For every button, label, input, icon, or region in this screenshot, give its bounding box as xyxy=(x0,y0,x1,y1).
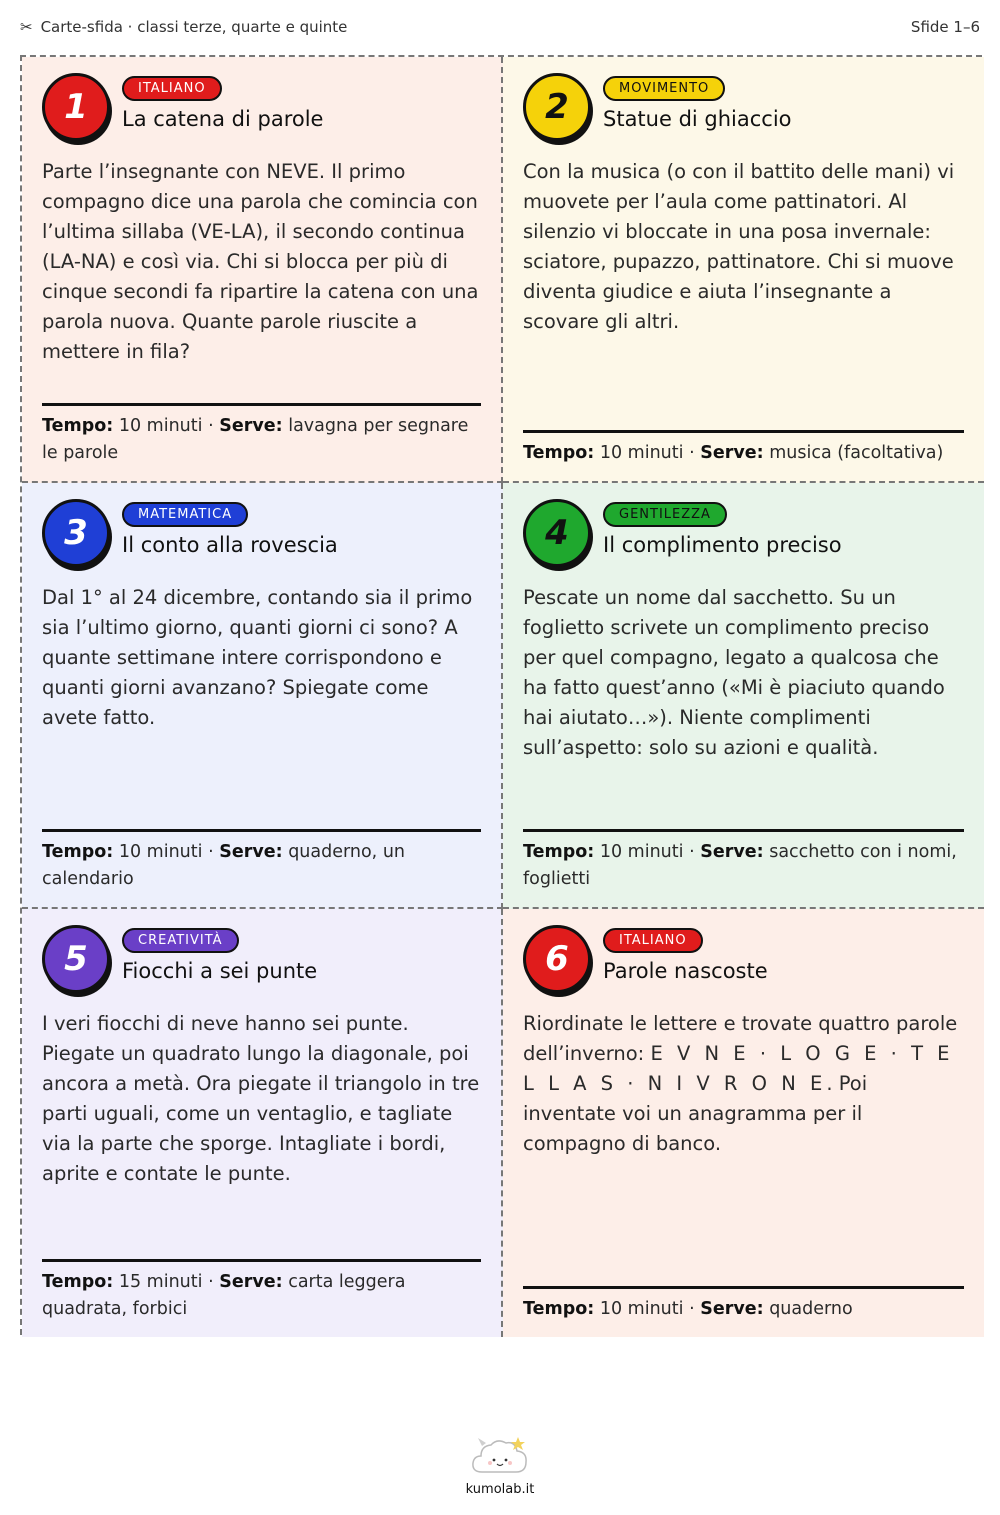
needs-label: Serve: xyxy=(219,842,283,862)
card-title: Statue di ghiaccio xyxy=(603,107,792,131)
needs-label: Serve: xyxy=(700,1299,764,1319)
needs-label: Serve: xyxy=(219,416,283,436)
time-label: Tempo: xyxy=(523,1299,595,1319)
header-left xyxy=(20,18,347,36)
card-header xyxy=(42,73,481,149)
time-label: Tempo: xyxy=(42,842,114,862)
card-number-badge: 4 xyxy=(523,499,591,567)
card-description: Dal 1° al 24 dicembre, contando sia il primo sia l’ultimo giorno, quanti giorni ci sono? A quante settimane intere corrispondono e quanti giorni avanzano? Spiegate come avete fatto. xyxy=(42,586,473,729)
separator: · xyxy=(208,842,214,862)
separator: · xyxy=(689,443,695,463)
separator: · xyxy=(689,842,695,862)
header-title: Carte-sfida · classi terze, quarte e quinte xyxy=(40,18,348,36)
time-value: 10 minuti xyxy=(599,842,684,862)
card-header xyxy=(523,73,964,149)
card-1 xyxy=(22,57,503,483)
time-label: Tempo: xyxy=(523,443,595,463)
card-footer xyxy=(523,430,964,467)
needs-value: quaderno xyxy=(769,1299,853,1319)
time-value: 10 minuti xyxy=(599,443,684,463)
card-footer xyxy=(42,829,481,893)
scissors-icon: ✂ xyxy=(20,18,33,36)
subject-tag: ITALIANO xyxy=(122,76,222,101)
subject-tag: CREATIVITÀ xyxy=(122,928,239,953)
card-6 xyxy=(503,909,984,1337)
card-footer xyxy=(523,1286,964,1323)
time-value: 10 minuti xyxy=(599,1299,684,1319)
card-4 xyxy=(503,483,984,909)
card-description: Pescate un nome dal sacchetto. Su un foglietto scrivete un complimento preciso per quel compagno, legato a qualcosa che ha fatto quest’anno («Mi è piaciuto quando hai aiutato…»). Niente complimenti sull’aspetto: solo su azioni e qualità. xyxy=(523,586,945,759)
card-footer xyxy=(42,1259,481,1323)
card-number-badge: 2 xyxy=(523,73,591,141)
card-description: Parte l’insegnante con NEVE. Il primo compagno dice una parola che comincia con l’ultima sillaba (VE-LA), il secondo continua (LA-NA) e così via. Chi si blocca per più di cinque secondi fa ripartire la catena con una parola nuova. Quante parole riuscite a mettere in fila? xyxy=(42,160,479,363)
needs-label: Serve: xyxy=(700,443,764,463)
card-header xyxy=(523,499,964,575)
footer-logo xyxy=(0,1432,1000,1497)
subject-tag: GENTILEZZA xyxy=(603,502,727,527)
cards-grid xyxy=(20,55,982,1335)
card-header xyxy=(42,925,481,1001)
card-description xyxy=(523,1009,964,1159)
card-number-badge: 3 xyxy=(42,499,110,567)
time-label: Tempo: xyxy=(523,842,595,862)
cloud-mascot-icon xyxy=(468,1432,532,1478)
anagram-letters: E V N E · L O G E · T E L L A S · N I V R O N E xyxy=(523,1042,954,1095)
needs-label: Serve: xyxy=(219,1272,283,1292)
description-outro: . Poi inventate voi un anagramma per il compagno di banco. xyxy=(523,1072,868,1155)
card-title: La catena di parole xyxy=(122,107,324,131)
card-header xyxy=(42,499,481,575)
card-number-badge: 5 xyxy=(42,925,110,993)
needs-value: sacchetto con i nomi, foglietti xyxy=(523,842,957,889)
separator: · xyxy=(208,416,214,436)
separator: · xyxy=(689,1299,695,1319)
card-5 xyxy=(22,909,503,1337)
time-value: 15 minuti xyxy=(118,1272,203,1292)
subject-tag: MOVIMENTO xyxy=(603,76,725,101)
needs-label: Serve: xyxy=(700,842,764,862)
subject-tag: ITALIANO xyxy=(603,928,703,953)
page-header xyxy=(20,14,980,40)
needs-value: carta leggera quadrata, forbici xyxy=(42,1272,406,1319)
card-2 xyxy=(503,57,984,483)
brand-name: kumolab.it xyxy=(465,1482,535,1497)
card-title: Il conto alla rovescia xyxy=(122,533,338,557)
separator: · xyxy=(208,1272,214,1292)
card-title: Fiocchi a sei punte xyxy=(122,959,318,983)
card-3 xyxy=(22,483,503,909)
time-value: 10 minuti xyxy=(118,416,203,436)
header-range: Sfide 1–6 xyxy=(910,18,980,36)
card-description: Con la musica (o con il battito delle mani) vi muovete per l’aula come pattinatori. Al silenzio vi bloccate in una posa invernale: sciatore, pupazzo, pattinatore. Chi si muove diventa giudice e aiuta l’insegnante a scovare gli altri. xyxy=(523,160,955,333)
needs-value: lavagna per segnare le parole xyxy=(42,416,469,463)
card-title: Il complimento preciso xyxy=(603,533,842,557)
subject-tag: MATEMATICA xyxy=(122,502,248,527)
card-footer xyxy=(523,829,964,893)
card-footer xyxy=(42,403,481,467)
description-intro: Riordinate le lettere e trovate quattro parole dell’inverno: xyxy=(523,1012,958,1065)
needs-value: quaderno, un calendario xyxy=(42,842,405,889)
card-number-badge: 6 xyxy=(523,925,591,993)
card-description: I veri fiocchi di neve hanno sei punte. Piegate un quadrato lungo la diagonale, poi ancora a metà. Ora piegate il triangolo in tre parti uguali, come un ventaglio, e tagliate via la parte che sporge. Intagliate i bordi, aprite e contate le punte. xyxy=(42,1012,480,1185)
time-value: 10 minuti xyxy=(118,842,203,862)
card-number-badge: 1 xyxy=(42,73,110,141)
needs-value: musica (facoltativa) xyxy=(769,443,944,463)
time-label: Tempo: xyxy=(42,416,114,436)
time-label: Tempo: xyxy=(42,1272,114,1292)
card-title: Parole nascoste xyxy=(603,959,768,983)
card-header xyxy=(523,925,964,1001)
